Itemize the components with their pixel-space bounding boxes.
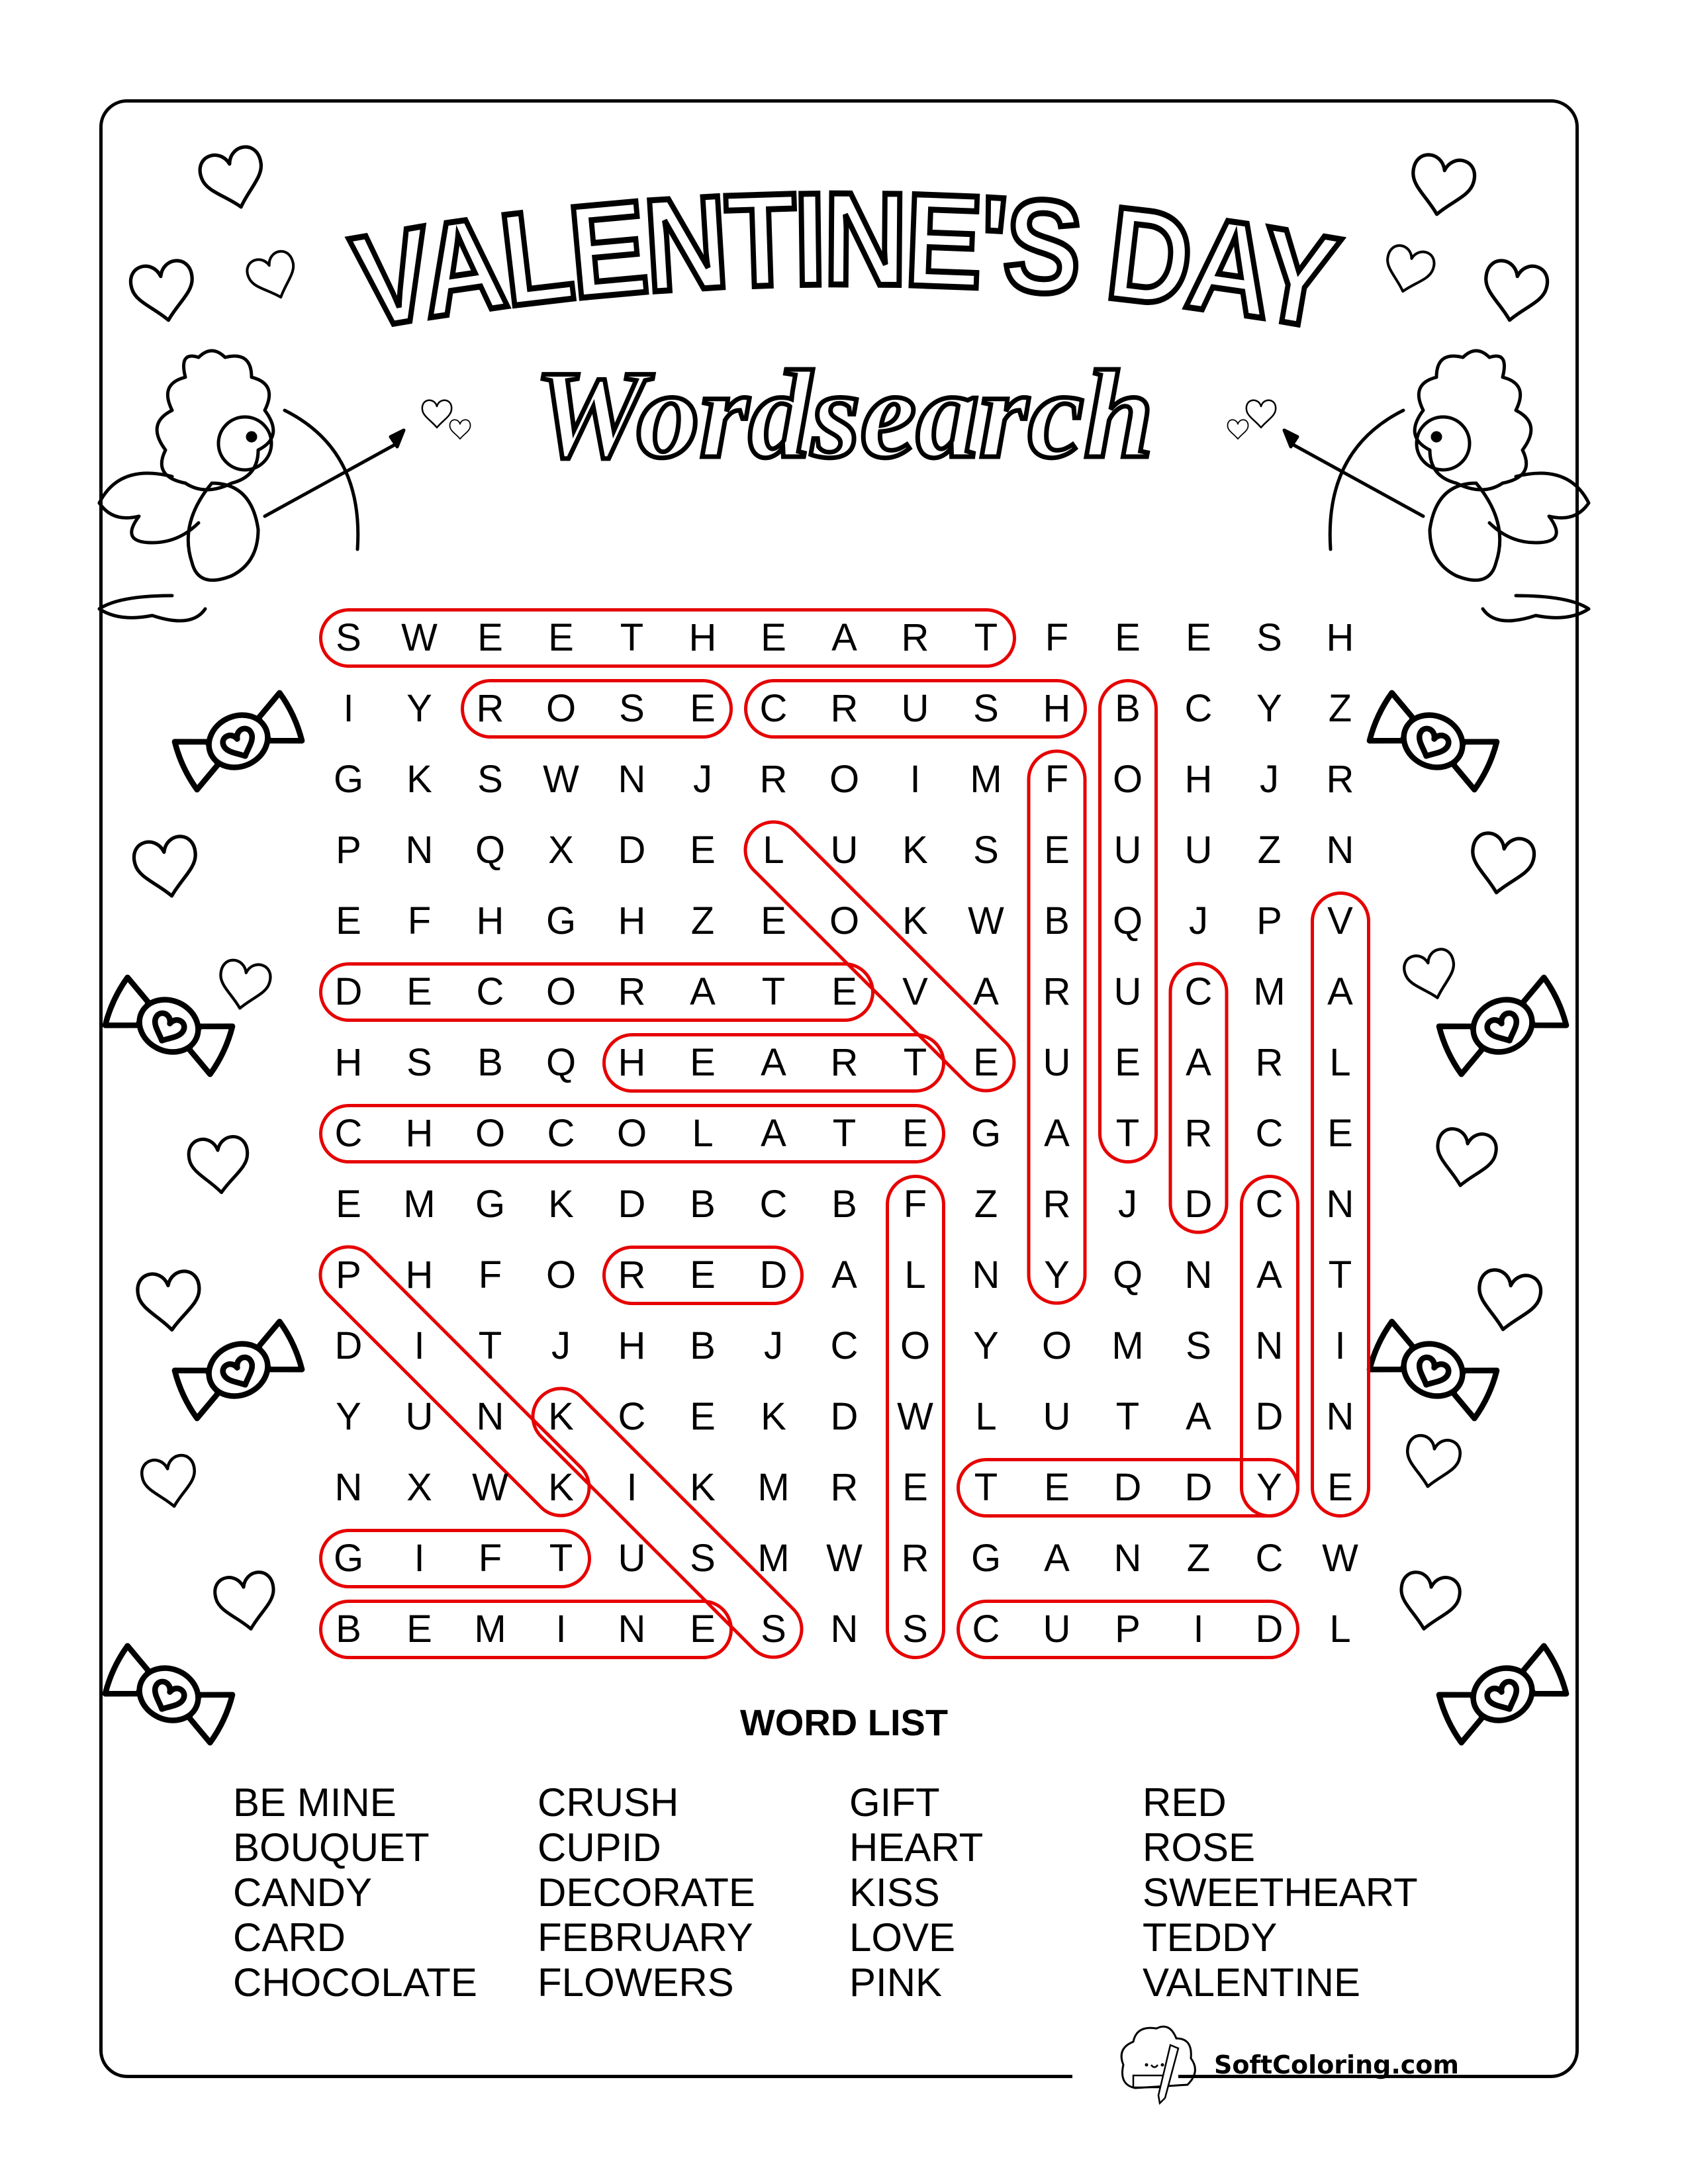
grid-letter[interactable]: P xyxy=(1256,899,1282,942)
grid-letter[interactable]: E xyxy=(761,899,786,942)
grid-letter[interactable]: C xyxy=(476,970,504,1013)
grid-letter[interactable]: L xyxy=(904,1253,926,1297)
grid-letter[interactable]: R xyxy=(830,687,859,730)
grid-letter[interactable]: C xyxy=(1184,970,1213,1013)
grid-letter[interactable]: U xyxy=(1043,1395,1071,1438)
grid-letter[interactable]: D xyxy=(1255,1608,1284,1651)
grid-letter[interactable]: F xyxy=(407,899,432,942)
grid-letter[interactable]: R xyxy=(1043,970,1071,1013)
grid-letter[interactable]: R xyxy=(1326,758,1354,801)
grid-letter[interactable]: T xyxy=(549,1537,573,1580)
word-list-item: CUPID xyxy=(538,1825,661,1870)
grid-letter[interactable]: O xyxy=(545,687,577,730)
grid-letter[interactable]: R xyxy=(1255,1041,1284,1084)
grid-letter[interactable]: C xyxy=(759,687,788,730)
word-list-column-3 xyxy=(849,1780,983,2005)
grid-letter[interactable]: N xyxy=(1113,1537,1142,1580)
grid-letter[interactable]: S xyxy=(1256,616,1282,659)
grid-letter[interactable]: C xyxy=(1255,1537,1284,1580)
word-list-title: WORD LIST xyxy=(739,1702,949,1743)
grid-letter[interactable]: Q xyxy=(1112,1253,1143,1297)
grid-letter[interactable]: O xyxy=(545,970,577,1013)
word-list-item: FEBRUARY xyxy=(538,1915,753,1960)
word-list-item: LOVE xyxy=(849,1915,956,1960)
grid-letter[interactable]: T xyxy=(1115,1395,1140,1438)
word-list-item: GIFT xyxy=(849,1780,940,1825)
grid-letter[interactable]: R xyxy=(476,687,504,730)
grid-letter[interactable]: M xyxy=(474,1608,506,1651)
grid-letter[interactable]: E xyxy=(406,1608,432,1651)
grid-letter[interactable]: G xyxy=(970,1537,1002,1580)
title-line1: VALENTINE'S DAY xyxy=(343,179,1356,359)
grid-letter[interactable]: G xyxy=(475,1183,506,1226)
grid-letter[interactable]: A xyxy=(1186,1395,1211,1438)
grid-letter[interactable]: U xyxy=(1043,1608,1071,1651)
word-list-item: DECORATE xyxy=(538,1870,755,1915)
grid-letter[interactable]: T xyxy=(478,1324,502,1367)
grid-letter[interactable]: Q xyxy=(1112,899,1143,942)
grid-letter[interactable]: Y xyxy=(336,1395,361,1438)
grid-letter[interactable]: A xyxy=(1256,1253,1282,1297)
grid-letter[interactable]: L xyxy=(1329,1608,1351,1651)
grid-letter[interactable]: O xyxy=(1112,758,1143,801)
grid-letter[interactable]: Y xyxy=(406,687,432,730)
grid-letter[interactable]: H xyxy=(618,1324,646,1367)
grid-letter[interactable]: F xyxy=(903,1183,927,1226)
word-list-item: CHOCOLATE xyxy=(233,1960,477,2005)
grid-letter[interactable]: T xyxy=(1115,1112,1140,1155)
grid-letter[interactable]: U xyxy=(405,1395,434,1438)
grid-letter[interactable]: J xyxy=(1118,1183,1137,1226)
grid-letter[interactable]: E xyxy=(1115,616,1141,659)
grid-letter[interactable]: Z xyxy=(974,1183,998,1226)
word-list-item: SWEETHEART xyxy=(1143,1870,1418,1915)
grid-letter[interactable]: P xyxy=(336,829,361,872)
grid-letter[interactable]: R xyxy=(1184,1112,1213,1155)
grid-letter[interactable]: K xyxy=(548,1183,574,1226)
word-list-item: CARD xyxy=(233,1915,346,1960)
grid-letter[interactable]: L xyxy=(1329,1041,1351,1084)
grid-letter[interactable]: N xyxy=(476,1395,504,1438)
grid-letter[interactable]: D xyxy=(334,970,363,1013)
grid-letter[interactable]: D xyxy=(334,1324,363,1367)
grid-letter[interactable]: E xyxy=(1044,1466,1070,1509)
grid-letter[interactable]: H xyxy=(618,1041,646,1084)
grid-letter[interactable]: W xyxy=(401,616,438,659)
grid-letter[interactable]: E xyxy=(761,616,786,659)
grid-letter[interactable]: E xyxy=(548,616,574,659)
grid-letter[interactable]: L xyxy=(692,1112,714,1155)
grid-letter[interactable]: N xyxy=(1326,1395,1354,1438)
grid-letter[interactable]: F xyxy=(478,1537,502,1580)
grid-letter[interactable]: E xyxy=(336,1183,361,1226)
grid-letter[interactable]: J xyxy=(693,758,712,801)
grid-letter[interactable]: I xyxy=(1193,1608,1204,1651)
grid-letter[interactable]: G xyxy=(970,1112,1002,1155)
grid-letter[interactable]: J xyxy=(1260,758,1279,801)
grid-letter[interactable]: I xyxy=(555,1608,567,1651)
grid-letter[interactable]: A xyxy=(761,1112,786,1155)
grid-letter[interactable]: A xyxy=(1186,1041,1211,1084)
grid-letter[interactable]: Z xyxy=(1257,829,1282,872)
grid-letter[interactable]: M xyxy=(1253,970,1286,1013)
grid-letter[interactable]: H xyxy=(405,1253,434,1297)
grid-letter[interactable]: O xyxy=(545,1253,577,1297)
grid-letter[interactable]: B xyxy=(477,1041,503,1084)
grid-letter[interactable]: A xyxy=(973,970,999,1013)
grid-letter[interactable]: V xyxy=(1327,899,1353,942)
grid-letter[interactable]: D xyxy=(759,1253,788,1297)
grid-letter[interactable]: T xyxy=(974,616,998,659)
title-line2: Wordsearch xyxy=(534,345,1154,470)
grid-letter[interactable]: L xyxy=(975,1395,997,1438)
grid-letter[interactable]: L xyxy=(763,829,784,872)
grid-letter[interactable]: Q xyxy=(475,829,506,872)
grid-letter[interactable]: E xyxy=(690,1608,716,1651)
grid-letter[interactable]: J xyxy=(551,1324,571,1367)
grid-letter[interactable]: O xyxy=(616,1112,647,1155)
grid-letter[interactable]: T xyxy=(620,616,644,659)
grid-letter[interactable]: C xyxy=(1184,687,1213,730)
grid-letter[interactable]: O xyxy=(900,1324,931,1367)
grid-letter[interactable]: E xyxy=(477,616,503,659)
grid-letter[interactable]: G xyxy=(333,1537,364,1580)
word-list-item: FLOWERS xyxy=(538,1960,734,2005)
grid-letter[interactable]: K xyxy=(902,829,928,872)
grid-letter[interactable]: D xyxy=(618,1183,646,1226)
grid-letter[interactable]: R xyxy=(830,1466,859,1509)
grid-letter[interactable]: S xyxy=(761,1608,786,1651)
grid-letter[interactable]: D xyxy=(830,1395,859,1438)
grid-letter[interactable]: Y xyxy=(1256,1466,1282,1509)
grid-letter[interactable]: U xyxy=(1113,829,1142,872)
word-list-column-4 xyxy=(1143,1780,1418,2005)
grid-letter[interactable]: E xyxy=(690,1253,716,1297)
grid-letter[interactable]: E xyxy=(831,970,857,1013)
word-list-item: PINK xyxy=(849,1960,943,2005)
grid-letter[interactable]: K xyxy=(548,1466,574,1509)
grid-letter[interactable]: N xyxy=(1326,1183,1354,1226)
grid-letter[interactable]: C xyxy=(618,1395,646,1438)
grid-letter[interactable]: D xyxy=(1113,1466,1142,1509)
word-list-item: BE MINE xyxy=(233,1780,397,1825)
word-list-column-2 xyxy=(538,1780,755,2005)
grid-letter[interactable]: A xyxy=(690,970,716,1013)
grid-letter[interactable]: C xyxy=(972,1608,1000,1651)
grid-letter[interactable]: R xyxy=(830,1041,859,1084)
grid-letter[interactable]: Y xyxy=(973,1324,999,1367)
grid-letter[interactable]: B xyxy=(336,1608,361,1651)
grid-letter[interactable]: R xyxy=(901,616,929,659)
grid-letter[interactable]: W xyxy=(826,1537,863,1580)
grid-letter[interactable]: S xyxy=(406,1041,432,1084)
grid-letter[interactable]: A xyxy=(1044,1537,1070,1580)
grid-letter[interactable]: G xyxy=(545,899,577,942)
grid-letter[interactable]: B xyxy=(1044,899,1070,942)
grid-letter[interactable]: D xyxy=(1255,1395,1284,1438)
grid-letter[interactable]: W xyxy=(897,1395,933,1438)
word-list-item: RED xyxy=(1143,1780,1227,1825)
cloud-pencil-logo-icon xyxy=(1119,2025,1205,2105)
grid-letter[interactable]: H xyxy=(688,616,717,659)
grid-letter[interactable]: B xyxy=(690,1183,716,1226)
grid-letter[interactable]: W xyxy=(472,1466,508,1509)
cupid-icon xyxy=(99,351,1589,621)
grid-letter[interactable]: R xyxy=(759,758,788,801)
grid-letter[interactable]: T xyxy=(832,1112,857,1155)
word-list-item: KISS xyxy=(849,1870,940,1915)
grid-letter[interactable]: C xyxy=(1255,1112,1284,1155)
grid-letter[interactable]: M xyxy=(757,1537,790,1580)
grid-letter[interactable]: U xyxy=(830,829,859,872)
grid-letter[interactable]: A xyxy=(831,616,857,659)
grid-letter[interactable]: G xyxy=(333,758,364,801)
word-list-item: CRUSH xyxy=(538,1780,679,1825)
grid-letter[interactable]: J xyxy=(1189,899,1208,942)
grid-letter[interactable]: N xyxy=(618,1608,646,1651)
grid-letter[interactable]: E xyxy=(1115,1041,1141,1084)
grid-letter[interactable]: Q xyxy=(545,1041,577,1084)
grid-letter[interactable]: A xyxy=(831,1253,857,1297)
grid-letter[interactable]: K xyxy=(406,758,432,801)
word-list-item: VALENTINE xyxy=(1143,1960,1360,2005)
grid-letter[interactable]: C xyxy=(1255,1183,1284,1226)
grid-letter[interactable]: J xyxy=(764,1324,783,1367)
grid-letter[interactable]: P xyxy=(336,1253,361,1297)
grid-letter[interactable]: N xyxy=(618,758,646,801)
grid-letter[interactable]: R xyxy=(618,1253,646,1297)
word-list-item: CANDY xyxy=(233,1870,373,1915)
grid-letter[interactable]: U xyxy=(1043,1041,1071,1084)
grid-letter[interactable]: E xyxy=(1044,829,1070,872)
grid-letter[interactable]: Y xyxy=(1256,687,1282,730)
grid-letter[interactable]: K xyxy=(690,1466,716,1509)
grid-letter[interactable]: M xyxy=(970,758,1002,801)
word-list-item: HEART xyxy=(849,1825,984,1870)
grid-letter[interactable]: A xyxy=(761,1041,786,1084)
grid-letter[interactable]: K xyxy=(548,1395,574,1438)
grid-letter[interactable]: N xyxy=(1326,829,1354,872)
brand-footer[interactable] xyxy=(1119,2025,1459,2105)
grid-letter[interactable]: D xyxy=(1184,1183,1213,1226)
grid-letter[interactable]: E xyxy=(973,1041,999,1084)
grid-letter[interactable]: A xyxy=(1327,970,1353,1013)
grid-letter[interactable]: H xyxy=(405,1112,434,1155)
grid-letter[interactable]: Z xyxy=(1186,1537,1211,1580)
grid-letter[interactable]: E xyxy=(1186,616,1211,659)
grid-letter[interactable]: N xyxy=(1255,1324,1284,1367)
grid-letter[interactable]: M xyxy=(757,1466,790,1509)
grid-letter[interactable]: H xyxy=(618,899,646,942)
grid-letter[interactable]: T xyxy=(761,970,786,1013)
grid-letter[interactable]: N xyxy=(405,829,434,872)
grid-letter[interactable]: T xyxy=(903,1041,927,1084)
grid-letter[interactable]: U xyxy=(1113,970,1142,1013)
grid-letter[interactable]: E xyxy=(336,899,361,942)
grid-letter[interactable]: S xyxy=(973,829,999,872)
grid-letter[interactable]: H xyxy=(1326,616,1354,659)
grid-letter[interactable]: X xyxy=(406,1466,432,1509)
grid-letter[interactable]: V xyxy=(902,970,928,1013)
grid-letter[interactable]: E xyxy=(902,1112,928,1155)
grid-letter[interactable]: E xyxy=(1327,1466,1353,1509)
grid-letter[interactable]: S xyxy=(477,758,503,801)
grid-letter[interactable]: M xyxy=(403,1183,436,1226)
grid-letter[interactable]: X xyxy=(548,829,574,872)
grid-letter[interactable]: K xyxy=(761,1395,786,1438)
grid-letter[interactable]: O xyxy=(475,1112,506,1155)
grid-letter[interactable]: E xyxy=(690,829,716,872)
grid-letter[interactable]: O xyxy=(1041,1324,1072,1367)
grid-letter[interactable]: W xyxy=(1322,1537,1358,1580)
grid-letter[interactable]: N xyxy=(830,1608,859,1651)
word-list-column-1 xyxy=(233,1780,477,2005)
grid-letter[interactable]: E xyxy=(690,1041,716,1084)
grid-letter[interactable]: E xyxy=(690,1395,716,1438)
grid-letter[interactable]: B xyxy=(690,1324,716,1367)
grid-letter[interactable]: S xyxy=(619,687,645,730)
grid-letter[interactable]: B xyxy=(831,1183,857,1226)
grid-letter[interactable]: I xyxy=(910,758,921,801)
grid-letter[interactable]: Y xyxy=(1044,1253,1070,1297)
grid-letter[interactable]: E xyxy=(1327,1112,1353,1155)
grid-letter[interactable]: H xyxy=(1043,687,1071,730)
grid-letter[interactable]: I xyxy=(343,687,354,730)
grid-letter[interactable]: W xyxy=(968,899,1004,942)
grid-letter[interactable]: U xyxy=(901,687,929,730)
grid-letter[interactable]: H xyxy=(334,1041,363,1084)
grid-letter[interactable]: C xyxy=(830,1324,859,1367)
brand-name: SoftColoring.com xyxy=(1214,2050,1459,2079)
grid-letter[interactable]: H xyxy=(1184,758,1213,801)
grid-letter[interactable]: M xyxy=(1111,1324,1144,1367)
grid-letter[interactable]: S xyxy=(973,687,999,730)
grid-letter[interactable]: I xyxy=(414,1324,425,1367)
grid-letter[interactable]: N xyxy=(334,1466,363,1509)
grid-letter[interactable]: I xyxy=(1335,1324,1346,1367)
grid-letter[interactable]: S xyxy=(690,1537,716,1580)
grid-letter[interactable]: B xyxy=(1115,687,1141,730)
grid-letter[interactable]: N xyxy=(1184,1253,1213,1297)
grid-letter[interactable]: C xyxy=(759,1183,788,1226)
grid-letter[interactable]: C xyxy=(547,1112,575,1155)
grid-letter[interactable]: P xyxy=(1115,1608,1141,1651)
grid-letter[interactable]: R xyxy=(901,1537,929,1580)
grid-letter[interactable]: T xyxy=(1328,1253,1352,1297)
grid-letter[interactable]: D xyxy=(1184,1466,1213,1509)
grid-letter[interactable]: N xyxy=(972,1253,1000,1297)
grid-letter[interactable]: U xyxy=(1184,829,1213,872)
grid-letter[interactable]: F xyxy=(1045,758,1069,801)
grid-letter[interactable]: I xyxy=(414,1537,425,1580)
word-list-item: ROSE xyxy=(1143,1825,1256,1870)
grid-letter[interactable]: Z xyxy=(690,899,715,942)
grid-letter[interactable]: I xyxy=(626,1466,637,1509)
grid-letter[interactable]: T xyxy=(974,1466,998,1509)
grid-letter[interactable]: Z xyxy=(1328,687,1352,730)
grid-letter[interactable]: W xyxy=(543,758,579,801)
grid-letter[interactable]: U xyxy=(618,1537,646,1580)
wordsearch-grid xyxy=(313,602,1376,1664)
grid-letter[interactable]: E xyxy=(406,970,432,1013)
grid-letter[interactable]: S xyxy=(1186,1324,1211,1367)
grid-letter[interactable]: R xyxy=(1043,1183,1071,1226)
word-list-item: BOUQUET xyxy=(233,1825,430,1870)
grid-letter[interactable]: S xyxy=(902,1608,928,1651)
grid-letter[interactable]: A xyxy=(1044,1112,1070,1155)
grid-letter[interactable]: D xyxy=(618,829,646,872)
grid-letter[interactable]: C xyxy=(334,1112,363,1155)
grid-letter[interactable]: K xyxy=(902,899,928,942)
grid-letter[interactable]: O xyxy=(829,758,860,801)
grid-letter[interactable]: H xyxy=(476,899,504,942)
grid-letter[interactable]: R xyxy=(618,970,646,1013)
grid-letter[interactable]: S xyxy=(336,616,361,659)
grid-letter[interactable]: F xyxy=(478,1253,502,1297)
grid-letter[interactable]: O xyxy=(829,899,860,942)
grid-letter[interactable]: F xyxy=(1045,616,1069,659)
grid-letter[interactable]: E xyxy=(690,687,716,730)
grid-letter[interactable]: E xyxy=(902,1466,928,1509)
word-list-item: TEDDY xyxy=(1143,1915,1278,1960)
